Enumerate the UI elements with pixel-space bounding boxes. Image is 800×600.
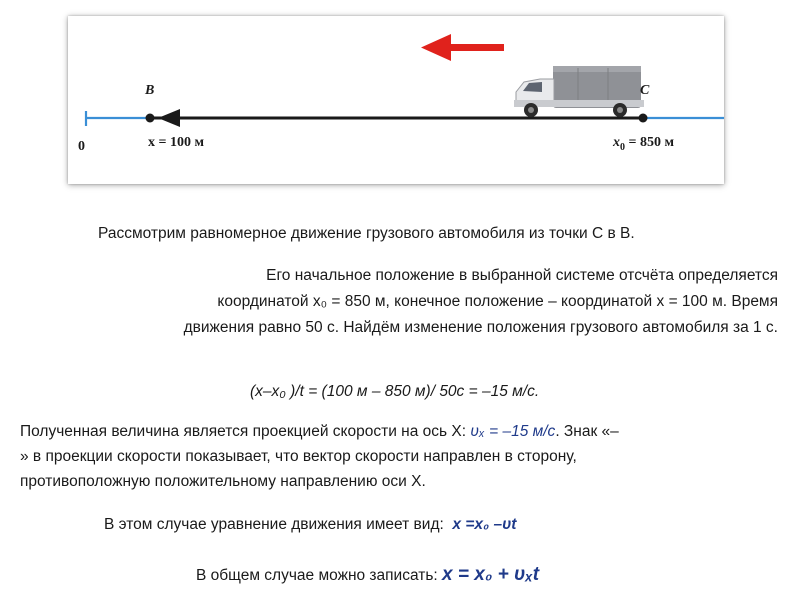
intro-text: Рассмотрим равномерное движение грузового автомобиля из точки С в В. (98, 225, 635, 242)
direction-arrow (421, 34, 504, 61)
equation-line (104, 515, 516, 535)
movement-arrowhead (158, 109, 180, 127)
motion-diagram (68, 16, 724, 184)
x-axis (86, 109, 724, 127)
point-b (146, 114, 155, 123)
point-b-coordinate: x = 100 м (148, 135, 205, 150)
problem-para-line-2: координатой x₀ = 850 м, конечное положение – координатой x = 100 м. Время (217, 293, 778, 310)
general-equation-line (196, 565, 539, 586)
origin-label: 0 (78, 139, 85, 154)
problem-para-line-3: движения равно 50 с. Найдём изменение положения грузового автомобиля за 1 с. (183, 319, 778, 336)
point-c-coordinate: $x_0 = 850$ м (613, 135, 675, 153)
general-formula: x = x₀ + υₓt (442, 564, 540, 585)
velocity-formula: (x–x₀ )/t = (100 м – 850 м)/ 50с = –15 м/с. (250, 383, 540, 400)
result-line-3: противоположную положительному направлению оси Х. (20, 473, 426, 490)
truck-illustration (514, 66, 644, 117)
velocity-projection: υₓ = –15 м/с (470, 423, 556, 440)
general-label: В общем случае можно записать: (196, 567, 443, 584)
problem-para-line-1: Его начальное положение в выбранной системе отсчёта определяется (266, 267, 778, 284)
point-c (639, 114, 648, 123)
point-c-label: C (640, 83, 650, 98)
result-line-1: Полученная величина является проекцией скорости на ось Х: υₓ = –15 м/с. Знак «– (20, 423, 619, 440)
point-b-label: B (145, 83, 155, 98)
motion-diagram-svg (68, 16, 724, 184)
equation-label: В этом случае уравнение движения имеет вид: (104, 516, 444, 533)
equation-formula: x =x₀ –υt (452, 516, 517, 533)
result-line-2: » в проекции скорости показывает, что вектор скорости направлен в сторону, (20, 448, 577, 465)
